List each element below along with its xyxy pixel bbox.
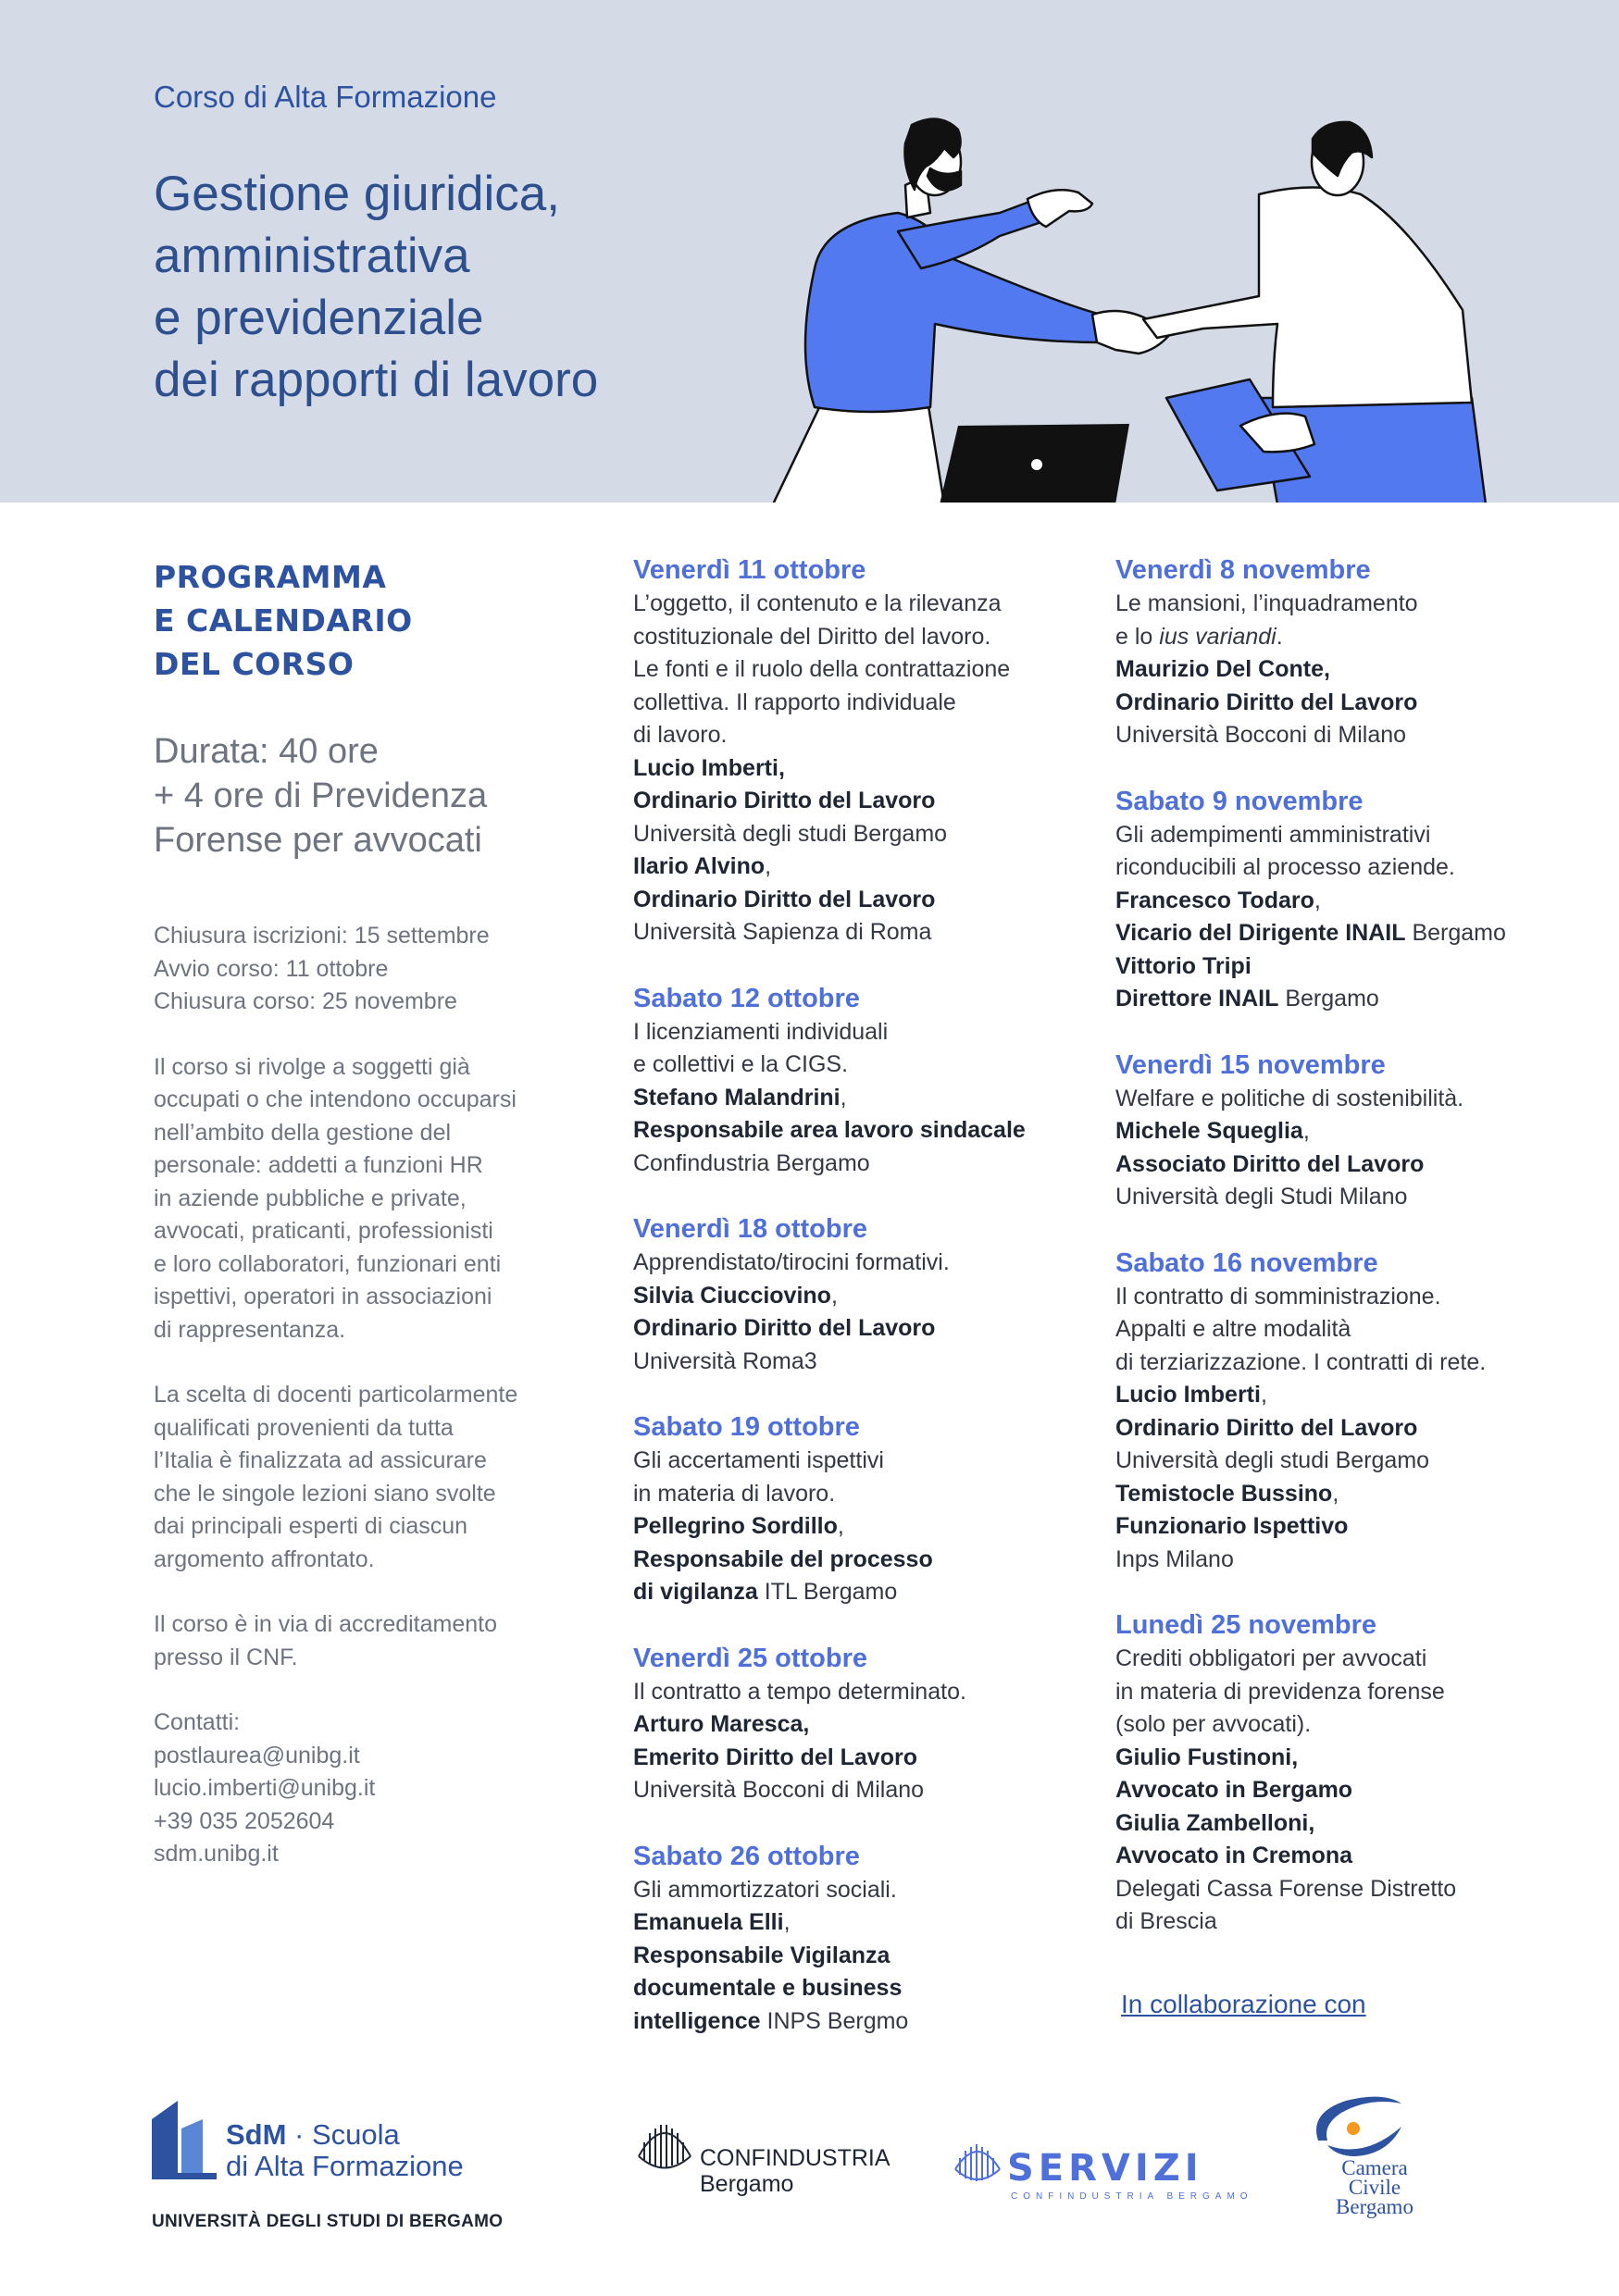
- speaker-line: [1115, 653, 1597, 687]
- lesson-date: Sabato 9 novembre: [1115, 786, 1364, 816]
- line-text: (solo per avvocati).: [1115, 1711, 1312, 1737]
- sdm-abbrev: SdM: [226, 2118, 287, 2151]
- course-kicker: Corso di Alta Formazione: [154, 80, 497, 114]
- description-audience: [154, 1051, 589, 1347]
- schedule-entry: [633, 553, 1115, 949]
- line-text: Vittorio Tripi: [1115, 952, 1252, 979]
- text-line: nell’ambito della gestione del: [154, 1119, 452, 1146]
- topic-line: [1115, 1313, 1597, 1347]
- line-text: Università Sapienza di Roma: [633, 919, 932, 945]
- line-text: Giulio Fustinoni,: [1115, 1744, 1299, 1770]
- speaker-line: [1115, 1148, 1597, 1182]
- line-tail: ,: [837, 1513, 844, 1539]
- line-tail: ,: [840, 1084, 847, 1111]
- schedule-entry: [1115, 785, 1597, 1016]
- description-accreditation: [154, 1608, 589, 1674]
- line-text: collettiva. Il rapporto individuale: [633, 689, 956, 715]
- duration: [154, 729, 589, 863]
- line-text: costituzionale del Diritto del lavoro.: [633, 623, 991, 650]
- date-line: Chiusura iscrizioni: 15 settembre: [154, 923, 490, 949]
- confindustria-logo: [635, 2119, 890, 2197]
- schedule-entry: [633, 982, 1115, 1181]
- line-text: Lucio Imberti,: [633, 754, 785, 781]
- confindustria-city: Bergamo: [700, 2171, 794, 2197]
- line-text: in materia di lavoro.: [633, 1480, 836, 1507]
- speaker-line: [1115, 885, 1597, 918]
- description-teachers: [154, 1379, 589, 1576]
- text-line: +39 035 2052604: [154, 1807, 335, 1834]
- ccb-line: Bergamo: [1336, 2195, 1414, 2218]
- line-text: Silvia Ciucciovino: [633, 1282, 831, 1309]
- lesson-date: Sabato 26 ottobre: [633, 1841, 860, 1871]
- topic-line: [1115, 719, 1597, 752]
- text-line: presso il CNF.: [154, 1644, 298, 1670]
- speaker-line: [633, 1280, 1115, 1313]
- line-text: Confindustria Bergamo: [633, 1149, 870, 1176]
- line-text: I licenziamenti individuali: [633, 1018, 889, 1045]
- heading-line: PROGRAMMA: [154, 559, 387, 595]
- key-dates: [154, 920, 589, 1019]
- program-heading: [154, 555, 589, 686]
- line-text: Avvocato in Cremona: [1115, 1843, 1353, 1868]
- line-text: Gli accertamenti ispettivi: [633, 1447, 884, 1473]
- topic-line: [1115, 1544, 1597, 1577]
- line-text: L’oggetto, il contenuto e la rilevanza: [633, 590, 1002, 616]
- lesson-date: Venerdì 15 novembre: [1115, 1049, 1386, 1080]
- line-text: di Brescia: [1115, 1908, 1217, 1934]
- schedule-entry: [1115, 1608, 1597, 1939]
- lesson-date: Sabato 19 ottobre: [633, 1412, 860, 1442]
- speaker-line: [1115, 1774, 1597, 1807]
- topic-line: [633, 719, 1115, 752]
- camera-civile-text: [1333, 2158, 1416, 2216]
- speaker-line: [633, 850, 1115, 884]
- page-title: [154, 163, 598, 411]
- speaker-line: [633, 1510, 1115, 1544]
- topic-line: [633, 653, 1115, 687]
- line-text: Francesco Todaro: [1115, 887, 1314, 913]
- line-text: Gli ammortizzatori sociali.: [633, 1876, 897, 1903]
- line-text: e collettivi e la CIGS.: [633, 1051, 849, 1077]
- topic-line: [1115, 1181, 1597, 1214]
- date-line: Avvio corso: 11 ottobre: [154, 955, 389, 982]
- speaker-line: [1115, 983, 1597, 1016]
- speaker-line: [633, 1972, 1115, 2005]
- servizi-mark-icon: [952, 2140, 1003, 2191]
- line-tail: ,: [1302, 1118, 1310, 1144]
- line-text: di terziarizzazione. I contratti di rete.: [1115, 1348, 1487, 1375]
- topic-line: [633, 916, 1115, 949]
- text-line: occupati o che intendono occuparsi: [154, 1086, 517, 1112]
- speaker-line: [633, 1576, 1115, 1609]
- line-text: Responsabile del processo: [633, 1545, 933, 1572]
- schedule-entry: [1115, 553, 1597, 752]
- text-line: La scelta di docenti particolarmente: [154, 1382, 518, 1408]
- line-text: Ordinario Diritto del Lavoro: [1115, 1414, 1418, 1441]
- lesson-date: Venerdì 18 ottobre: [633, 1214, 868, 1244]
- speaker-line: [1115, 917, 1597, 950]
- line-text: Welfare e politiche di sostenibilità.: [1115, 1085, 1464, 1111]
- sdm-line2: di Alta Formazione: [226, 2150, 464, 2182]
- date-line: Chiusura corso: 25 novembre: [154, 988, 457, 1014]
- speaker-line: [633, 752, 1115, 786]
- schedule-column-november: [1115, 553, 1597, 1971]
- topic-line: [633, 1445, 1115, 1478]
- topic-line: [1115, 1905, 1597, 1939]
- line-text: Vicario del Dirigente INAIL: [1115, 920, 1406, 946]
- lesson-date: Venerdì 11 ottobre: [633, 555, 866, 585]
- lesson-date: Lunedì 25 novembre: [1115, 1610, 1377, 1640]
- confindustria-text: [700, 2145, 890, 2197]
- line-tail: ,: [1314, 887, 1321, 913]
- line-text: Responsabile Vigilanza: [633, 1942, 890, 1968]
- title-line: amministrativa: [154, 229, 470, 283]
- topic-line: [1115, 621, 1597, 654]
- line-text: Ordinario Diritto del Lavoro: [633, 1315, 936, 1341]
- topic-line: [1115, 1873, 1597, 1906]
- line-text: Appalti e altre modalità: [1115, 1316, 1351, 1342]
- confindustria-mark-icon: [635, 2119, 694, 2184]
- handshake-illustration: [759, 111, 1500, 503]
- line-text: Università degli Studi Milano: [1115, 1184, 1408, 1210]
- text-line: argomento affrontato.: [154, 1545, 375, 1572]
- speaker-line: [1115, 1807, 1597, 1841]
- text-line: sdm.unibg.it: [154, 1841, 279, 1867]
- line-tail: INPS Bergmo: [760, 2007, 909, 2034]
- italic-text: ius variandi: [1159, 623, 1277, 650]
- line-text: Arturo Maresca,: [633, 1711, 810, 1737]
- topic-line: [633, 1016, 1115, 1049]
- line-text: Il contratto di somministrazione.: [1115, 1283, 1441, 1309]
- line-text: Responsabile area lavoro sindacale: [633, 1117, 1026, 1143]
- line-tail: Bergamo: [1405, 920, 1506, 946]
- text-line: in aziende pubbliche e private,: [154, 1185, 467, 1211]
- sdm-mark-icon: [152, 2101, 217, 2184]
- camera-civile-mark-icon: [1300, 2090, 1411, 2164]
- line-text: Maurizio Del Conte,: [1115, 656, 1330, 682]
- line-text: Università degli studi Bergamo: [1115, 1447, 1430, 1473]
- line-tail: ,: [1260, 1382, 1267, 1408]
- lesson-date: Venerdì 8 novembre: [1115, 555, 1371, 585]
- title-line: dei rapporti di lavoro: [154, 353, 599, 407]
- schedule-entry: [633, 1642, 1115, 1807]
- topic-line: [1115, 1708, 1597, 1742]
- duration-line: + 4 ore di Previdenza: [154, 776, 488, 815]
- speaker-line: [1115, 1478, 1597, 1511]
- line-text: Il contratto a tempo determinato.: [633, 1678, 966, 1705]
- line-tail: .: [1276, 623, 1283, 650]
- lesson-date: Sabato 16 novembre: [1115, 1247, 1378, 1278]
- topic-line: [1115, 1445, 1597, 1478]
- speaker-line: [1115, 1379, 1597, 1412]
- line-text: documentale e business: [633, 1975, 903, 2001]
- schedule-entry: [633, 1410, 1115, 1609]
- topic-line: [1115, 1643, 1597, 1676]
- title-line: e previdenziale: [154, 291, 484, 345]
- collaboration-label[interactable]: In collaborazione con: [1121, 1990, 1366, 2018]
- topic-line: [633, 687, 1115, 720]
- topic-line: [1115, 851, 1597, 885]
- line-text: intelligence: [633, 2007, 761, 2034]
- topic-line: [633, 1049, 1115, 1082]
- topic-line: [1115, 1347, 1597, 1380]
- text-line: l’Italia è finalizzata ad assicurare: [154, 1447, 487, 1473]
- topic-line: [1115, 1281, 1597, 1314]
- line-text: Università Bocconi di Milano: [633, 1777, 925, 1803]
- speaker-line: [633, 884, 1115, 917]
- line-text: Emanuela Elli: [633, 1909, 784, 1935]
- topic-line: [633, 1478, 1115, 1511]
- speaker-line: [633, 1940, 1115, 1973]
- line-text: Le fonti e il ruolo della contrattazione: [633, 656, 1011, 682]
- line-text: Direttore INAIL: [1115, 986, 1279, 1011]
- heading-line: E CALENDARIO: [154, 602, 413, 639]
- speaker-line: [1115, 1840, 1597, 1873]
- topic-line: [633, 588, 1115, 621]
- line-text: Temistocle Bussino: [1115, 1480, 1333, 1507]
- line-text: Crediti obbligatori per avvocati: [1115, 1645, 1427, 1671]
- line-text: di lavoro.: [633, 722, 728, 748]
- line-text: in materia di previdenza forense: [1115, 1678, 1445, 1705]
- line-text: Ordinario Diritto del Lavoro: [1115, 689, 1418, 715]
- speaker-line: [633, 1312, 1115, 1346]
- laptop-icon: [940, 424, 1129, 503]
- text-line: personale: addetti a funzioni HR: [154, 1152, 483, 1178]
- schedule-entry: [1115, 1247, 1597, 1577]
- topic-line: [633, 1874, 1115, 1907]
- line-text: Inps Milano: [1115, 1545, 1234, 1572]
- topic-line: [633, 818, 1115, 851]
- schedule-entry: [1115, 1049, 1597, 1214]
- topic-line: [633, 1247, 1115, 1280]
- line-text: Ordinario Diritto del Lavoro: [633, 788, 936, 813]
- lesson-date: Venerdì 25 ottobre: [633, 1643, 868, 1673]
- schedule-entry: [633, 1840, 1115, 2039]
- text-line: Contatti:: [154, 1709, 241, 1735]
- topic-line: [633, 621, 1115, 654]
- speaker-line: [633, 785, 1115, 818]
- line-text: Associato Diritto del Lavoro: [1115, 1150, 1425, 1177]
- servizi-name: SERVIZI: [1007, 2147, 1203, 2190]
- speaker-line: [1115, 1115, 1597, 1148]
- line-text: riconducibili al processo aziende.: [1115, 854, 1455, 880]
- speaker-line: [1115, 1742, 1597, 1775]
- line-tail: Bergamo: [1278, 986, 1379, 1011]
- text-line: e loro collaboratori, funzionari enti: [154, 1250, 502, 1277]
- text-line: che le singole lezioni siano svolte: [154, 1480, 496, 1507]
- text-line: avvocati, praticanti, professionisti: [154, 1218, 493, 1244]
- servizi-sub: CONFINDUSTRIA BERGAMO: [1011, 2191, 1253, 2202]
- speaker-line: [633, 1082, 1115, 1115]
- speaker-line: [1115, 687, 1597, 720]
- line-tail: ITL Bergamo: [757, 1579, 898, 1605]
- contacts: [154, 1706, 589, 1871]
- logo-bar: [0, 2082, 1619, 2230]
- heading-line: DEL CORSO: [154, 646, 355, 682]
- line-text: di vigilanza: [633, 1579, 758, 1605]
- speaker-line: [633, 1742, 1115, 1775]
- line-text: Funzionario Ispettivo: [1115, 1513, 1349, 1539]
- topic-line: [1115, 1676, 1597, 1709]
- line-text: Michele Squeglia: [1115, 1118, 1303, 1144]
- topic-line: [1115, 1083, 1597, 1116]
- title-line: Gestione giuridica,: [154, 167, 560, 221]
- speaker-line: [633, 1114, 1115, 1148]
- sdm-scuola: · Scuola: [286, 2118, 400, 2151]
- line-text: Gli adempimenti amministrativi: [1115, 821, 1431, 848]
- speaker-line: [633, 2005, 1115, 2039]
- topic-line: [1115, 819, 1597, 852]
- line-text: Pellegrino Sordillo: [633, 1513, 838, 1539]
- line-text: Università Bocconi di Milano: [1115, 722, 1407, 748]
- camera-civile-logo: [1300, 2090, 1414, 2218]
- text-line: dai principali esperti di ciascun: [154, 1513, 468, 1539]
- speaker-line: [633, 1906, 1115, 1940]
- line-tail: ,: [783, 1909, 791, 1935]
- duration-line: Forense per avvocati: [154, 821, 482, 860]
- topic-line: [1115, 588, 1597, 621]
- line-text: Università Roma3: [633, 1347, 817, 1374]
- line-text: Università degli studi Bergamo: [633, 820, 948, 847]
- line-text: Avvocato in Bergamo: [1115, 1777, 1353, 1803]
- hero-banner: [0, 0, 1619, 503]
- text-line: Il corso si rivolge a soggetti già: [154, 1053, 470, 1080]
- line-text: Stefano Malandrini: [633, 1084, 841, 1111]
- text-line: postlaurea@unibg.it: [154, 1742, 360, 1769]
- topic-line: [633, 1148, 1115, 1181]
- line-text: Giulia Zambelloni,: [1115, 1809, 1315, 1836]
- topic-line: [633, 1676, 1115, 1709]
- line-text: Emerito Diritto del Lavoro: [633, 1744, 917, 1770]
- line-text: Ilario Alvino: [633, 853, 766, 879]
- left-column: [154, 555, 589, 1871]
- text-line: di rappresentanza.: [154, 1316, 346, 1343]
- line-text: Delegati Cassa Forense Distretto: [1115, 1875, 1457, 1902]
- text-line: qualificati provenienti da tutta: [154, 1414, 454, 1441]
- speaker-line: [633, 1708, 1115, 1742]
- sdm-name: [226, 2119, 464, 2182]
- duration-line: Durata: 40 ore: [154, 732, 379, 771]
- line-tail: ,: [765, 853, 772, 879]
- sdm-logo: [152, 2101, 504, 2231]
- speaker-line: [1115, 950, 1597, 984]
- confindustria-name: CONFINDUSTRIA: [700, 2145, 890, 2171]
- sdm-university: UNIVERSITÀ DEGLI STUDI DI BERGAMO: [152, 2212, 504, 2231]
- line-text: Apprendistato/tirocini formativi.: [633, 1249, 950, 1275]
- speaker-line: [633, 1544, 1115, 1577]
- line-text: Ordinario Diritto del Lavoro: [633, 886, 936, 912]
- speaker-line: [1115, 1510, 1597, 1544]
- text-line: ispettivi, operatori in associazioni: [154, 1284, 492, 1309]
- lesson-date: Sabato 12 ottobre: [633, 983, 860, 1013]
- line-tail: ,: [1332, 1480, 1339, 1507]
- topic-line: [633, 1774, 1115, 1807]
- line-text: e lo: [1115, 623, 1160, 650]
- line-text: Le mansioni, l’inquadramento: [1115, 590, 1418, 616]
- speaker-line: [1115, 1412, 1597, 1446]
- line-tail: ,: [830, 1282, 838, 1309]
- line-text: Lucio Imberti: [1115, 1382, 1261, 1408]
- schedule-column-october: [633, 553, 1115, 2070]
- schedule-entry: [633, 1212, 1115, 1378]
- ccb-line: Camera: [1341, 2156, 1408, 2179]
- text-line: Il corso è in via di accreditamento: [154, 1611, 498, 1637]
- topic-line: [633, 1346, 1115, 1379]
- ccb-line: Civile: [1348, 2176, 1401, 2199]
- text-line: lucio.imberti@unibg.it: [154, 1775, 376, 1801]
